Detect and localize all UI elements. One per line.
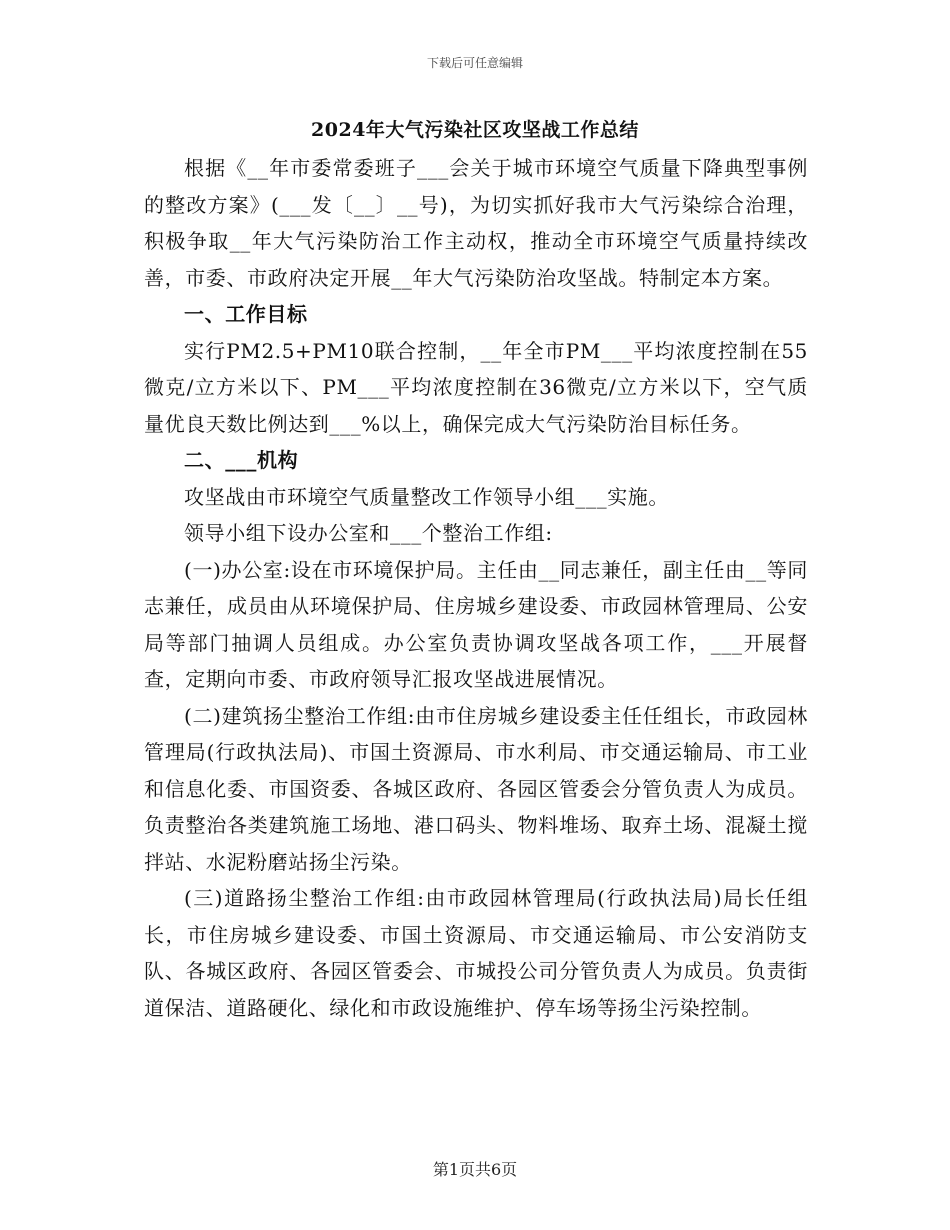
intro-paragraph: 根据《__年市委常委班子___会关于城市环境空气质量下降典型事例的整改方案》(___发〔__〕__号)，为切实抓好我市大气污染综合治理，积极争取__年大气污染防治工作主动权，推动全市环境空气质量持续改善，市委、市政府决定开展__年大气污染防治攻坚战。特制定本方案。: [144, 156, 808, 290]
section-heading-goals: 一、工作目标: [184, 302, 308, 326]
section-heading-organization: 二、___机构: [184, 448, 299, 472]
header-note: 下载后可任意编辑: [426, 56, 523, 70]
office-paragraph: (一)办公室:设在市环境保护局。主任由__同志兼任，副主任由__等同志兼任，成员由从环境保护局、住房城乡建设委、市政园林管理局、公安局等部门抽调人员组成。办公室负责协调攻坚战各项工作，___开展督查，定期向市委、市政府领导汇报攻坚战进展情况。: [144, 557, 808, 691]
document-title: 2024年大气污染社区攻坚战工作总结: [311, 119, 639, 141]
organization-paragraph-1: 攻坚战由市环境空气质量整改工作领导小组___实施。: [184, 484, 669, 509]
goals-paragraph: 实行PM2.5+PM10联合控制，__年全市PM___平均浓度控制在55微克/立方米以下、PM___平均浓度控制在36微克/立方米以下，空气质量优良天数比例达到___%以上，确保完成大气污染防治目标任务。: [144, 338, 808, 436]
page-footer: 第1页共6页: [432, 1160, 518, 1179]
document-body: [144, 150, 808, 1026]
organization-paragraph-2: 领导小组下设办公室和___个整治工作组:: [184, 521, 553, 545]
road-dust-group-paragraph: (三)道路扬尘整治工作组:由市政园林管理局(行政执法局)局长任组长，市住房城乡建设委、市国土资源局、市交通运输局、市公安消防支队、各城区政府、各园区管委会、市城投公司分管负责人为成员。负责街道保洁、道路硬化、绿化和市政设施维护、停车场等扬尘污染控制。: [144, 886, 808, 1020]
construction-dust-group-paragraph: (二)建筑扬尘整治工作组:由市住房城乡建设委主任任组长，市政园林管理局(行政执法局)、市国土资源局、市水利局、市交通运输局、市工业和信息化委、市国资委、各城区政府、各园区管委会分管负责人为成员。负责整治各类建筑施工场地、港口码头、物料堆场、取弃土场、混凝土搅拌站、水泥粉磨站扬尘污染。: [144, 703, 808, 874]
